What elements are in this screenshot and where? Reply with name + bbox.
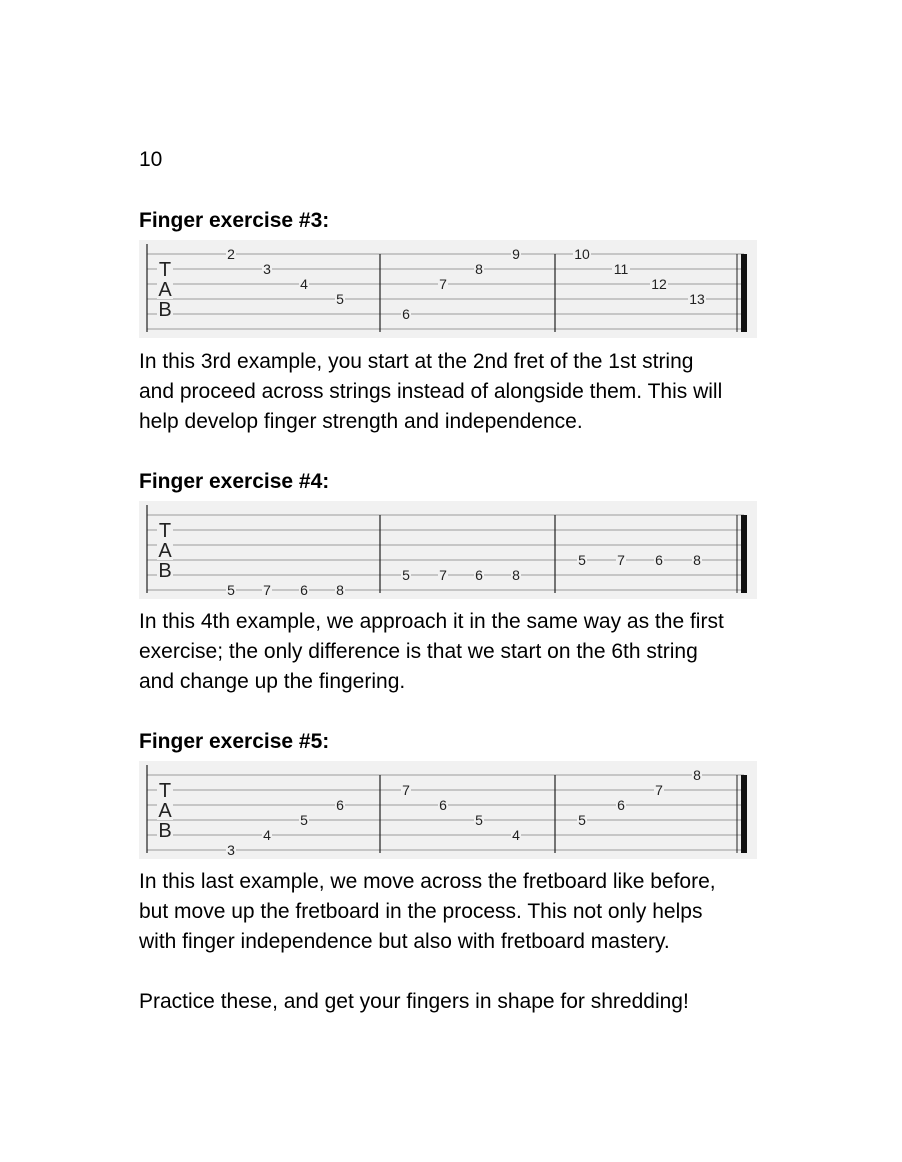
exercise-3-tab-staff bbox=[139, 240, 757, 338]
tab-clef-letter: T bbox=[158, 780, 172, 802]
tab-end-thick-line bbox=[741, 775, 747, 853]
paragraph-line: and change up the fingering. bbox=[139, 670, 406, 693]
exercise-3-paragraph bbox=[139, 347, 779, 437]
fret-number: 6 bbox=[402, 306, 410, 322]
fret-number: 10 bbox=[574, 246, 590, 262]
fret-number: 7 bbox=[263, 582, 271, 598]
fret-number: 5 bbox=[227, 582, 235, 598]
fret-number: 5 bbox=[300, 812, 308, 828]
fret-number: 5 bbox=[475, 812, 483, 828]
fret-number: 7 bbox=[655, 782, 663, 798]
fret-number: 4 bbox=[512, 827, 520, 843]
fret-number: 7 bbox=[439, 276, 447, 292]
fret-number: 7 bbox=[402, 782, 410, 798]
fret-number: 6 bbox=[336, 797, 344, 813]
fret-number: 6 bbox=[655, 552, 663, 568]
fret-number: 5 bbox=[336, 291, 344, 307]
tab-clef-letter: B bbox=[158, 299, 172, 321]
paragraph-line: exercise; the only difference is that we start on the 6th string bbox=[139, 640, 698, 663]
tab-clef-letter: A bbox=[158, 540, 172, 562]
paragraph-line: In this last example, we move across the fretboard like before, bbox=[139, 870, 716, 893]
fret-number: 6 bbox=[300, 582, 308, 598]
fret-number: 7 bbox=[439, 567, 447, 583]
fret-number: 8 bbox=[475, 261, 483, 277]
tab-end-thick-line bbox=[741, 515, 747, 593]
tab-clef-letter: B bbox=[158, 820, 172, 842]
fret-number: 8 bbox=[512, 567, 520, 583]
exercise-4-heading: Finger exercise #4: bbox=[139, 470, 330, 493]
fret-number: 5 bbox=[402, 567, 410, 583]
exercise-5-tab bbox=[139, 761, 757, 859]
fret-number: 6 bbox=[439, 797, 447, 813]
tab-clef-letter: B bbox=[158, 560, 172, 582]
exercise-3-tab bbox=[139, 240, 757, 338]
page-number: 10 bbox=[139, 148, 163, 171]
fret-number: 2 bbox=[227, 246, 235, 262]
fret-number: 5 bbox=[578, 552, 586, 568]
exercise-4-paragraph bbox=[139, 607, 779, 697]
exercise-4-tab bbox=[139, 501, 757, 599]
fret-number: 4 bbox=[263, 827, 271, 843]
exercise-3-heading: Finger exercise #3: bbox=[139, 209, 330, 232]
paragraph-line: with finger independence but also with fretboard mastery. bbox=[139, 930, 670, 953]
fret-number: 5 bbox=[578, 812, 586, 828]
fret-number: 8 bbox=[693, 767, 701, 783]
paragraph-line: help develop finger strength and independence. bbox=[139, 410, 583, 433]
paragraph-line: but move up the fretboard in the process. This not only helps bbox=[139, 900, 703, 923]
closing-line bbox=[139, 987, 779, 1017]
tab-end-thick-line bbox=[741, 254, 747, 332]
tab-clef-letter: T bbox=[158, 520, 172, 542]
fret-number: 6 bbox=[617, 797, 625, 813]
paragraph-line: In this 4th example, we approach it in the same way as the first bbox=[139, 610, 724, 633]
exercise-5-heading: Finger exercise #5: bbox=[139, 730, 330, 753]
exercise-4-tab-staff bbox=[139, 501, 757, 599]
fret-number: 3 bbox=[227, 842, 235, 858]
fret-number: 11 bbox=[613, 261, 629, 277]
fret-number: 6 bbox=[475, 567, 483, 583]
fret-number: 8 bbox=[336, 582, 344, 598]
fret-number: 7 bbox=[617, 552, 625, 568]
paragraph-line: and proceed across strings instead of alongside them. This will bbox=[139, 380, 723, 403]
paragraph-line: In this 3rd example, you start at the 2nd fret of the 1st string bbox=[139, 350, 694, 373]
fret-number: 3 bbox=[263, 261, 271, 277]
fret-number: 8 bbox=[693, 552, 701, 568]
exercise-5-paragraph bbox=[139, 867, 779, 957]
tab-clef-letter: A bbox=[158, 279, 172, 301]
tab-clef-letter: T bbox=[158, 259, 172, 281]
fret-number: 4 bbox=[300, 276, 308, 292]
tab-clef-letter: A bbox=[158, 800, 172, 822]
fret-number: 9 bbox=[512, 246, 520, 262]
exercise-5-tab-staff bbox=[139, 761, 757, 859]
fret-number: 12 bbox=[651, 276, 667, 292]
fret-number: 13 bbox=[689, 291, 705, 307]
closing-text: Practice these, and get your fingers in shape for shredding! bbox=[139, 990, 689, 1013]
